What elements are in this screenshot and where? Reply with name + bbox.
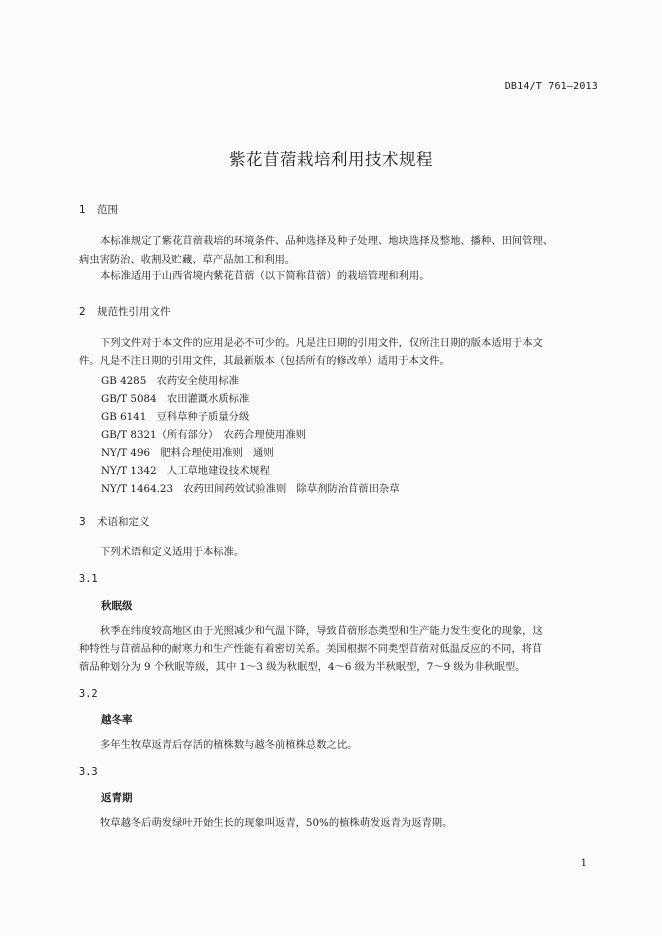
term-title: 越冬率 (101, 714, 133, 726)
paragraph-line: 牧草越冬后萌发绿叶开始生长的现象叫返青，50%的植株萌发返青为返青期。 (100, 817, 453, 829)
term-number: 3.3 (79, 766, 98, 778)
section-title: 规范性引用文件 (97, 306, 171, 318)
paragraph-line: 蓿品种划分为 9 个秋眠等级，其中 1～3 级为秋眠型，4～6 级为半秋眠型，7～9 级为非秋眠型。 (79, 661, 526, 673)
term-number: 3.1 (79, 573, 98, 585)
paragraph-line: 本标准规定了紫花苜蓿栽培的环境条件、品种选择及种子处理、地块选择及整地、播种、田间管理、 (100, 235, 554, 247)
paragraph-line: 秋季在纬度较高地区由于光照减少和气温下降，导致苜蓿形态类型和生产能力发生变化的现象，这 (100, 625, 543, 637)
reference-item: GB/T 5084 农田灌溉水质标准 (101, 393, 250, 405)
paragraph-line: 种特性与苜蓿品种的耐寒力和生产性能有着密切关系。美国根据不同类型苜蓿对低温反应的不同，将苜 (79, 643, 543, 655)
section-2-heading (79, 304, 171, 319)
document-number: DB14/T 761—2013 (504, 81, 598, 92)
term-title: 返青期 (101, 792, 133, 804)
reference-item: NY/T 1342 人工草地建设技术规程 (101, 465, 270, 477)
paragraph-line: 本标准适用于山西省境内紫花苜蓿（以下简称苜蓿）的栽培管理和利用。 (100, 270, 430, 282)
paragraph-line: 件。凡是不注日期的引用文件，其最新版本（包括所有的修改单）适用于本文件。 (79, 355, 450, 367)
page-number: 1 (580, 858, 587, 869)
reference-item: GB 6141 豆科草种子质量分级 (101, 411, 250, 423)
section-title: 范围 (97, 204, 118, 216)
section-number: 3 (79, 516, 86, 528)
reference-item: GB/T 8321（所有部分） 农药合理使用准则 (101, 429, 306, 441)
section-number: 2 (79, 306, 86, 318)
section-1-heading (79, 202, 118, 217)
paragraph-line: 下列术语和定义适用于本标准。 (100, 546, 245, 558)
term-title: 秋眠级 (101, 600, 133, 612)
reference-item: GB 4285 农药安全使用标准 (101, 375, 239, 387)
paragraph-line: 下列文件对于本文件的应用是必不可少的。凡是注日期的引用文件，仅所注日期的版本适用于本文 (100, 337, 543, 349)
section-3-heading (79, 514, 150, 529)
section-title: 术语和定义 (97, 516, 150, 528)
term-number: 3.2 (79, 688, 98, 700)
document-title: 紫花苜蓿栽培利用技术规程 (229, 150, 433, 169)
section-number: 1 (79, 204, 86, 216)
paragraph-line: 多年生牧草返青后存活的植株数与越冬前植株总数之比。 (100, 739, 358, 751)
reference-item: NY/T 496 肥料合理使用准则 通则 (101, 447, 274, 459)
reference-item: NY/T 1464.23 农药田间药效试验准则 除草剂防治苜蓿田杂草 (101, 483, 400, 495)
paragraph-line: 病虫害防治、收割及贮藏、草产品加工和利用。 (79, 254, 296, 266)
